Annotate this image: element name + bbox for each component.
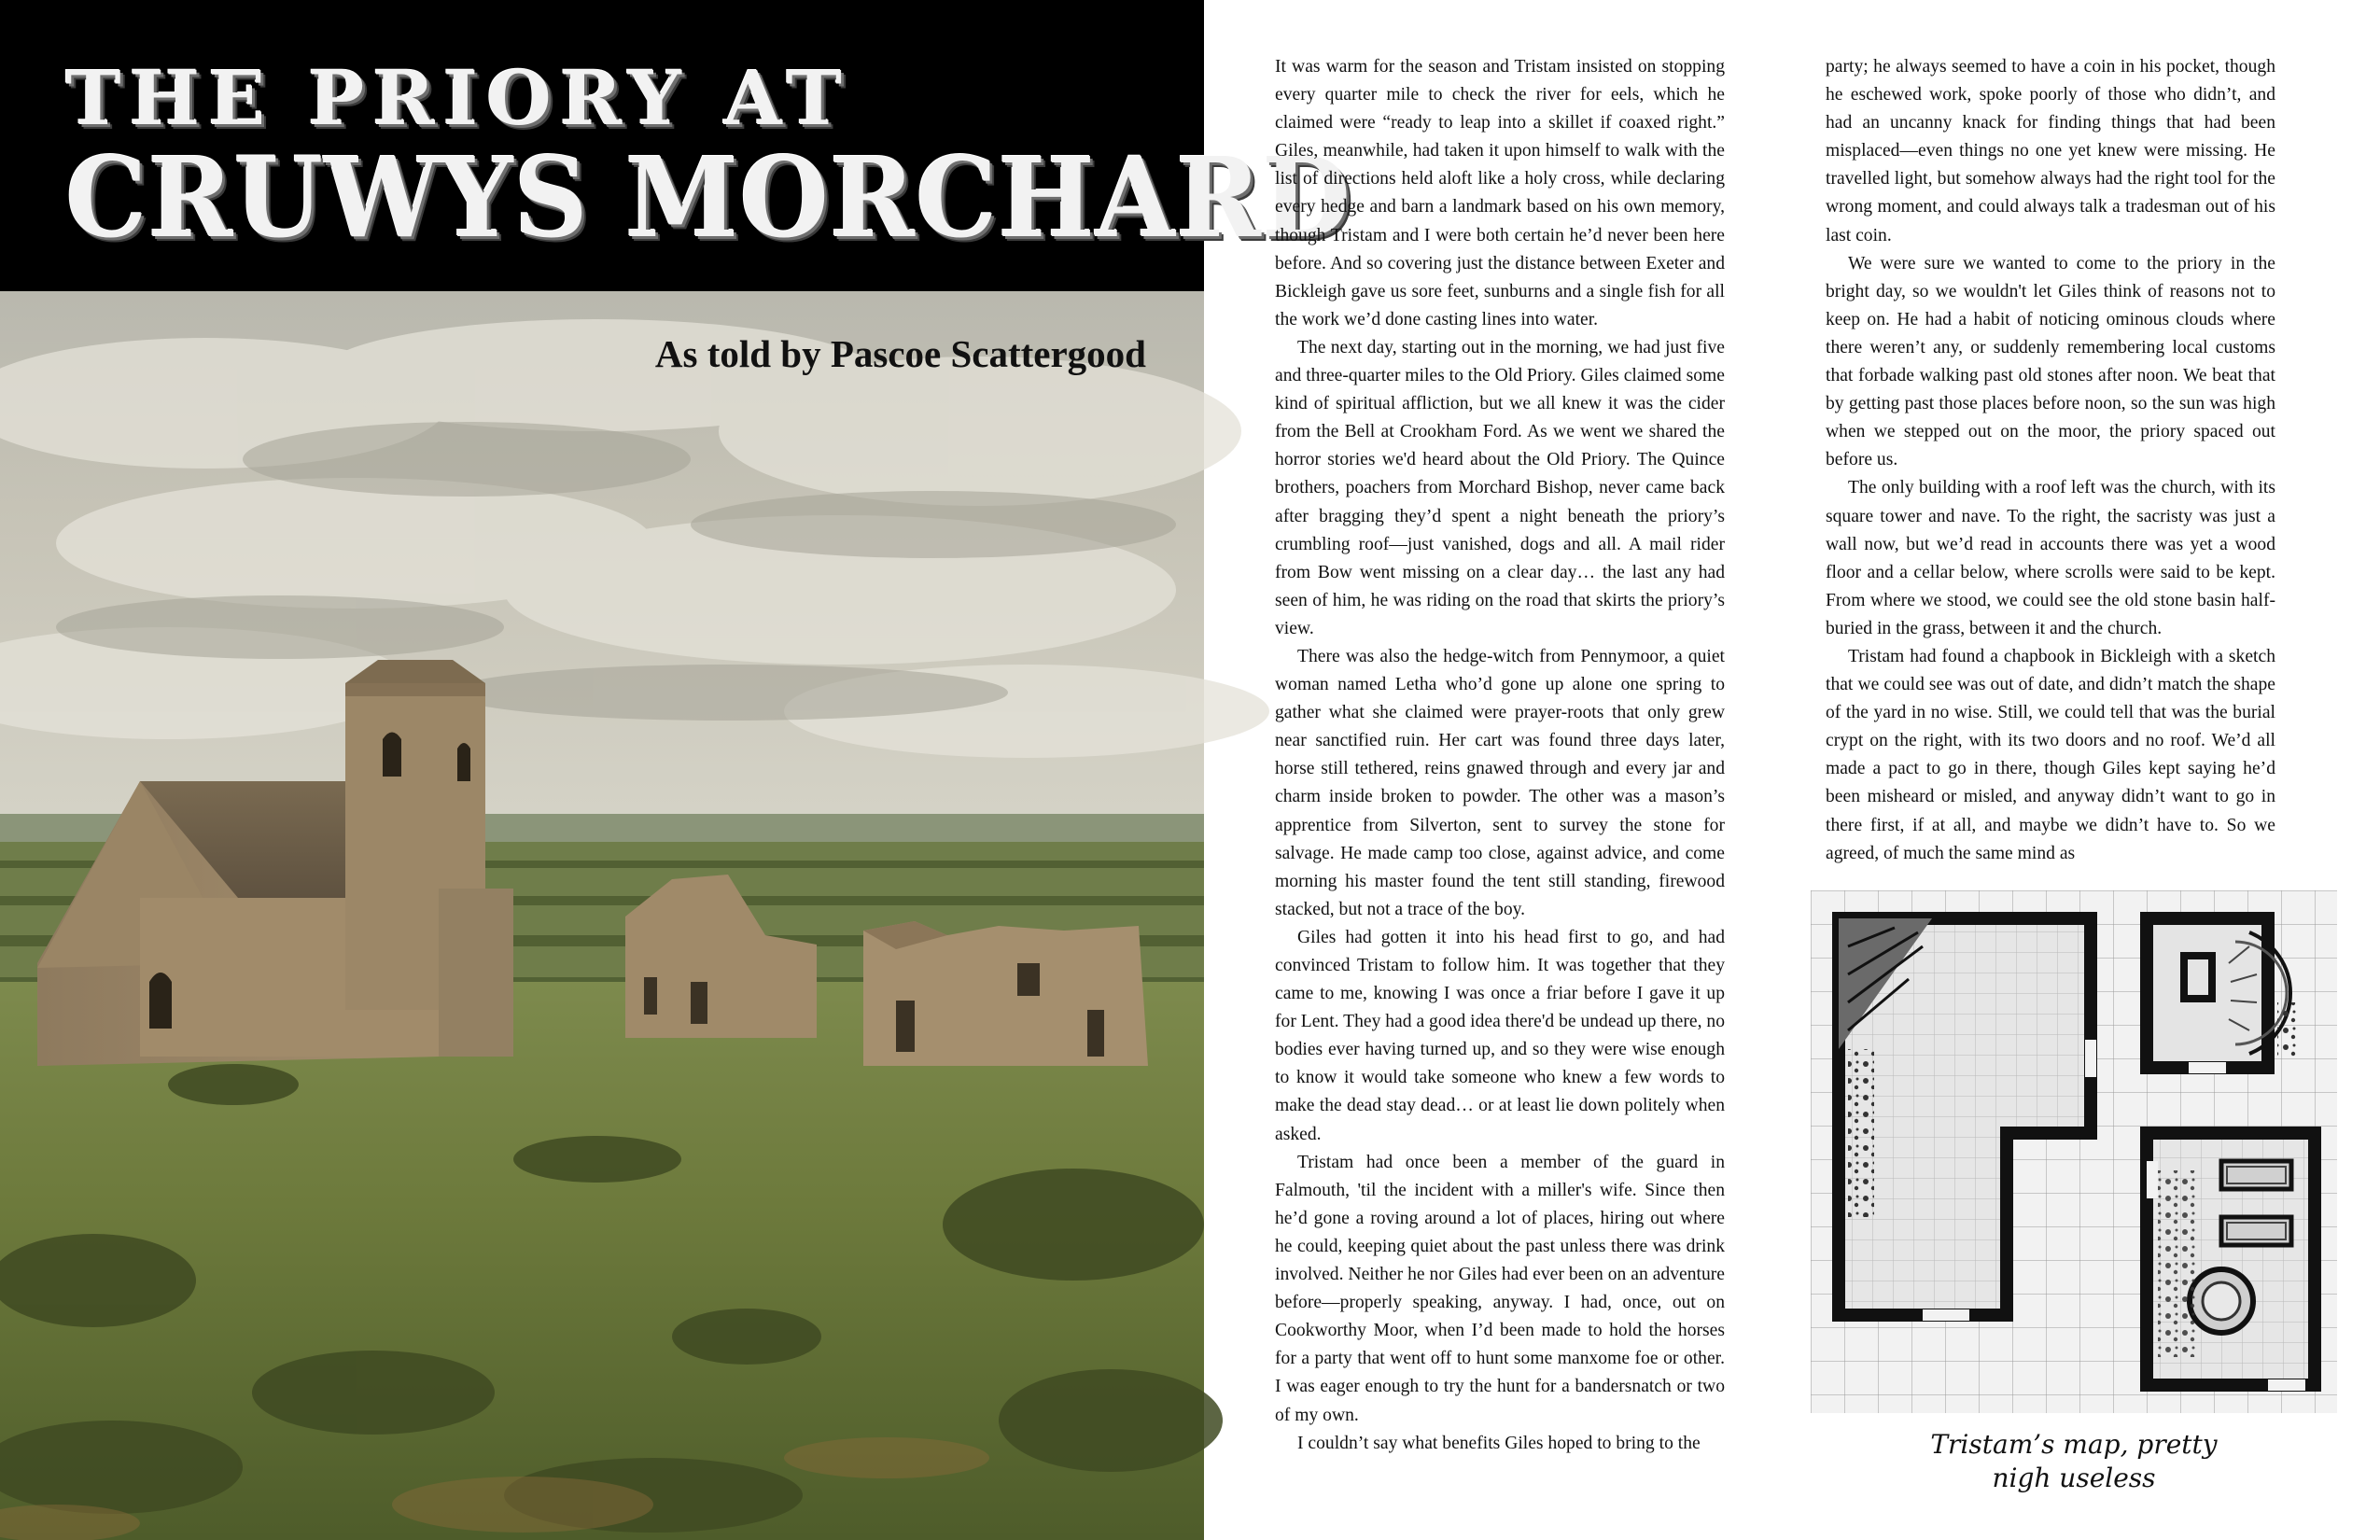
priory-map-figure	[1811, 890, 2337, 1413]
paragraph: Tristam had once been a member of the guard in Falmouth, 'til the incident with a miller's wife. Since then he’d gone a roving around a lot of places, hiring out where he could, keeping quiet about the past unless there was drink involved. Neither he nor Giles had ever been on an adventure before—properly speaking, anyway. I had, once, out on Cookworthy Moor, when I’d been made to hold the horses for a party that went off to hunt some manxome foe or other. I was eager enough to try the hunt for a bandersnatch or two of my own.	[1275, 1152, 1725, 1425]
paragraph: There was also the hedge-witch from Pennymoor, a quiet woman named Letha who’d gone up alone one spring to gather what she claimed were prayer-roots that only grew near sanctified ruin. Her cart was found three days later, horse still tethered, reins gnawed through and every jar and charm inside broken to powder. The other was a mason’s apprentice from Silverton, sent to survey the stone for salvage. He made camp too close, against advice, and come morning his master found the tent still standing, firewood stacked, but not a trace of the boy.	[1275, 646, 1725, 919]
paragraph: Tristam had found a chapbook in Bickleigh with a sketch that we could see was out of date, and didn’t match the shape of the yard in no wise. Still, we could tell that was the burial crypt on the right, with its two doors and no roof. We’d all made a pact to go in there, though Giles kept saying he’d been misheard or misled, and anyway didn’t want to go in there first, if at all, and maybe we didn’t have to. So we agreed, of much the same mind as	[1826, 646, 2275, 863]
map-caption-line-1: Tristam’s map, pretty	[1930, 1429, 2218, 1460]
paragraph: The only building with a roof left was the church, with its square tower and nave. To the right, the sacristy was just a wall now, but we’d read in accounts there was yet a wood floor and a cellar below, where scrolls were said to be kept. From where we stood, we could see the old stone basin half-buried in the grass, between it and the church.	[1826, 478, 2275, 638]
priory-ruins-photo	[0, 291, 1204, 1540]
map-caption	[1811, 1428, 2337, 1495]
paragraph: It was warm for the season and Tristam insisted on stopping every quarter mile to check the river for eels, which he claimed were “ready to leap into a skillet if coaxed right.” Giles, meanwhile, had taken it upon himself to walk with the list of directions held aloft like a holy cross, while declaring every hedge and barn a landmark based on his own memory, though Tristam and I were both certain he’d never been here before. And so covering just the distance between Exeter and Bickleigh gave us sore feet, sunburns and a single fish for all the work we’d done casting lines into water.	[1275, 57, 1725, 329]
paragraph: We were sure we wanted to come to the priory in the bright day, so we wouldn't let Giles think of reasons not to keep on. He had a habit of noticing ominous clouds where there weren’t any, or suddenly remembering local customs that forbade walking past old stones after noon. We beat that by getting past those places before noon, so the sun was high when we stepped out on the moor, the priory spaced out before us.	[1826, 253, 2275, 470]
title-band	[0, 0, 1352, 291]
paragraph: Giles had gotten it into his head first to go, and had convinced Tristam to follow him. It was together that they came to me, knowing I was once a friar before I gave it up for Lent. They had a good idea there'd be undead up there, no bodies ever having turned up, and so they were wise enough to know it would take someone who knew a few words to make the dead stay dead… or at least lie down politely when asked.	[1275, 927, 1725, 1144]
title-line-1: THE PRIORY AT	[65, 54, 850, 142]
title-line-2: CRUWYS MORCHARD	[65, 133, 1352, 262]
paragraph: The next day, starting out in the morning, we had just five and three-quarter miles to the Old Priory. Giles claimed some kind of spiritual affliction, but we all knew it was the cider from the Bell at Crookham Ford. As we went we shared the horror stories we'd heard about the Old Priory. The Quince brothers, poachers from Morchard Bishop, never came back after bragging they’d spent a night beneath the priory’s crumbling roof—just vanished, dogs and all. A mail rider from Bow went missing on a clear day… the last any had seen of him, he was riding on the road that skirts the priory’s view.	[1275, 337, 1725, 638]
paragraph: I couldn’t say what benefits Giles hoped to bring to the	[1297, 1433, 1701, 1453]
map-caption-line-2: nigh useless	[1992, 1463, 2156, 1493]
byline: As told by Pascoe Scattergood	[654, 332, 1146, 375]
text-column-1	[1275, 53, 1725, 1458]
paragraph: party; he always seemed to have a coin in his pocket, though he eschewed work, spoke poorly of those who didn’t, and had an uncanny knack for finding things that had been misplaced—even things no one yet knew were missing. He travelled light, but somehow always had the right tool for the wrong moment, and could always talk a tradesman out of his last coin.	[1826, 57, 2275, 245]
priory-floorplan-map	[1811, 890, 2337, 1413]
text-column-2	[1826, 53, 2275, 884]
